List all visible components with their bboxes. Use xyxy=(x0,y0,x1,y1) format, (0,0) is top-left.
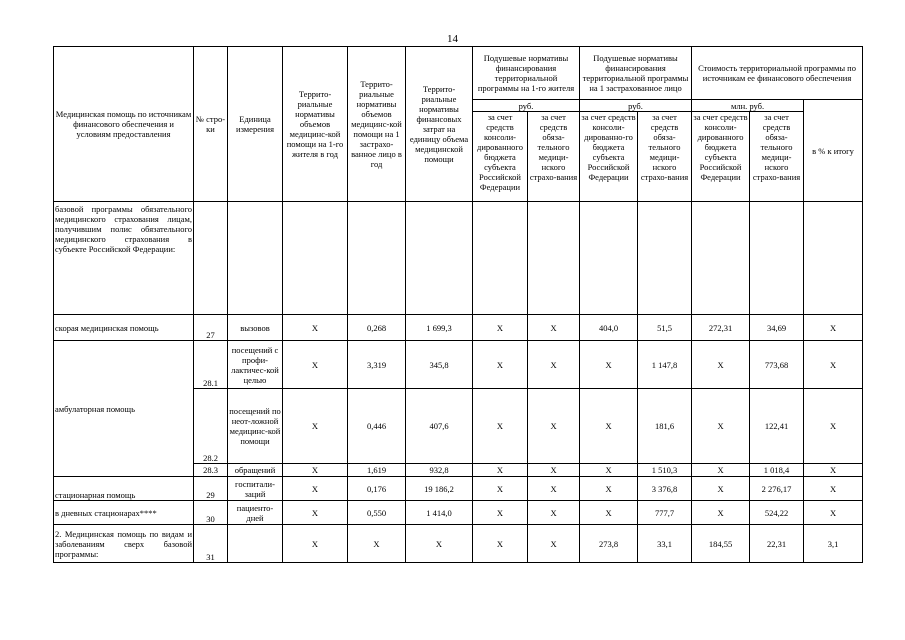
cell: 932,8 xyxy=(406,464,473,477)
cell: X xyxy=(473,464,528,477)
header-sub-budget-2: за счет средств консоли-дированно-го бюджета субъекта Российской Федерации xyxy=(580,112,638,202)
header-unit-rub-2: руб. xyxy=(580,100,692,112)
empty-cell xyxy=(228,202,283,315)
header-unit: Единица измерения xyxy=(228,47,283,202)
cell: X xyxy=(580,464,638,477)
header-service: Медицинская помощь по источникам финансового обеспечения и условиям предоставления xyxy=(54,47,194,202)
cell: X xyxy=(692,501,750,525)
section-text: базовой программы обязательного медицинского страхования лицам, получившим полис обязательного медицинского страхования в субъекте Российской Федерации: xyxy=(54,202,194,315)
header-group-per-resident: Подушевые нормативы финансирования территориальной программы на 1-го жителя xyxy=(473,47,580,100)
header-norm-per-insured: Террито-риальные нормативы объемов медицинс-кой помощи на 1 застрахо-ванное лицо в год xyxy=(348,47,406,202)
cell: 1 147,8 xyxy=(638,341,692,389)
row-number: 28.2 xyxy=(194,389,228,464)
cell: 184,55 xyxy=(692,525,750,563)
empty-cell xyxy=(194,202,228,315)
cell: X xyxy=(406,525,473,563)
cell: 181,6 xyxy=(638,389,692,464)
cell: X xyxy=(528,501,580,525)
header-row-number: № стро-ки xyxy=(194,47,228,202)
row-unit: посещений по неот-ложной медицинс-кой помощи xyxy=(228,389,283,464)
cell: X xyxy=(692,389,750,464)
table-row xyxy=(54,501,863,525)
cell: X xyxy=(580,341,638,389)
header-group-cost: Стоимость территориальной программы по источникам ее финансового обеспечения xyxy=(692,47,863,100)
cell: 3,319 xyxy=(348,341,406,389)
cell: X xyxy=(473,525,528,563)
cell: X xyxy=(804,501,863,525)
cell: X xyxy=(580,501,638,525)
table-row xyxy=(54,341,863,389)
table-row xyxy=(54,525,863,563)
cell: 345,8 xyxy=(406,341,473,389)
row-number: 27 xyxy=(194,315,228,341)
header-cost-norm: Террито-риальные нормативы финансовых затрат на единицу объема медицинской помощи xyxy=(406,47,473,202)
cell: 1 018,4 xyxy=(750,464,804,477)
cell: 1 510,3 xyxy=(638,464,692,477)
header-sub-oms-2: за счет средств обяза-тельного медици-нского страхо-вания xyxy=(638,112,692,202)
cell: 22,31 xyxy=(750,525,804,563)
empty-cell xyxy=(473,202,528,315)
row-number: 30 xyxy=(194,501,228,525)
cell: X xyxy=(804,341,863,389)
cell: X xyxy=(283,464,348,477)
empty-cell xyxy=(750,202,804,315)
page-number: 14 xyxy=(447,33,458,45)
cell: X xyxy=(528,464,580,477)
row-name: в дневных стационарах**** xyxy=(54,501,194,525)
header-sub-budget-3: за счет средств консоли-дированного бюджета субъекта Российской Федерации xyxy=(692,112,750,202)
row-name: скорая медицинская помощь xyxy=(54,315,194,341)
row-name-ambulatory: амбулаторная помощь xyxy=(54,341,194,477)
cell: 33,1 xyxy=(638,525,692,563)
row-name: стационарная помощь xyxy=(54,477,194,501)
row-unit: посещений с профи-лактичес-кой целью xyxy=(228,341,283,389)
row-number: 31 xyxy=(194,525,228,563)
cell: 1,619 xyxy=(348,464,406,477)
header-unit-mln-rub: млн. руб. xyxy=(692,100,804,112)
cell: 273,8 xyxy=(580,525,638,563)
section-row xyxy=(54,202,863,315)
cell: X xyxy=(580,389,638,464)
table-row xyxy=(54,477,863,501)
cell: X xyxy=(283,389,348,464)
cell: X xyxy=(473,315,528,341)
row-name: 2. Медицинская помощь по видам и заболеваниям сверх базовой программы: xyxy=(54,525,194,563)
cell: X xyxy=(283,501,348,525)
cell: X xyxy=(473,389,528,464)
cell: X xyxy=(804,389,863,464)
header-norm-per-resident: Террито-риальные нормативы объемов медицинс-кой помощи на 1-го жителя в год xyxy=(283,47,348,202)
empty-cell xyxy=(638,202,692,315)
cell: 3,1 xyxy=(804,525,863,563)
table-row xyxy=(54,315,863,341)
cell: 3 376,8 xyxy=(638,477,692,501)
cell: X xyxy=(692,464,750,477)
cell: 0,176 xyxy=(348,477,406,501)
header-group-per-insured: Подушевые нормативы финансирования территориальной программы на 1 застрахованное лицо xyxy=(580,47,692,100)
cell: X xyxy=(473,501,528,525)
empty-cell xyxy=(283,202,348,315)
row-unit: пациенто-дней xyxy=(228,501,283,525)
cell: 0,446 xyxy=(348,389,406,464)
row-number: 28.1 xyxy=(194,341,228,389)
row-number: 28.3 xyxy=(194,464,228,477)
cell: 404,0 xyxy=(580,315,638,341)
row-unit: вызовов xyxy=(228,315,283,341)
cell: X xyxy=(804,315,863,341)
cell: 34,69 xyxy=(750,315,804,341)
header-sub-oms-3: за счет средств обяза-тельного медици-нского страхо-вания xyxy=(750,112,804,202)
cell: 407,6 xyxy=(406,389,473,464)
empty-cell xyxy=(580,202,638,315)
header-unit-rub: руб. xyxy=(473,100,580,112)
cell: 1 414,0 xyxy=(406,501,473,525)
empty-cell xyxy=(528,202,580,315)
financing-table xyxy=(53,46,863,563)
cell: 0,268 xyxy=(348,315,406,341)
cell: 524,22 xyxy=(750,501,804,525)
cell: X xyxy=(528,525,580,563)
cell: X xyxy=(804,464,863,477)
cell: X xyxy=(528,341,580,389)
cell: X xyxy=(804,477,863,501)
cell: X xyxy=(692,477,750,501)
cell: X xyxy=(580,477,638,501)
cell: X xyxy=(528,315,580,341)
cell: 2 276,17 xyxy=(750,477,804,501)
cell: X xyxy=(528,477,580,501)
row-unit xyxy=(228,525,283,563)
cell: 777,7 xyxy=(638,501,692,525)
empty-cell xyxy=(348,202,406,315)
cell: 272,31 xyxy=(692,315,750,341)
empty-cell xyxy=(804,202,863,315)
cell: X xyxy=(283,315,348,341)
cell: X xyxy=(348,525,406,563)
header-sub-budget-1: за счет средств консоли-дированного бюджета субъекта Российской Федерации xyxy=(473,112,528,202)
cell: 51,5 xyxy=(638,315,692,341)
cell: X xyxy=(283,341,348,389)
empty-cell xyxy=(406,202,473,315)
cell: X xyxy=(473,477,528,501)
cell: 1 699,3 xyxy=(406,315,473,341)
header-sub-oms-1: за счет средств обяза-тельного медици-нского страхо-вания xyxy=(528,112,580,202)
cell: X xyxy=(692,341,750,389)
row-number: 29 xyxy=(194,477,228,501)
row-unit: обращений xyxy=(228,464,283,477)
cell: 19 186,2 xyxy=(406,477,473,501)
header-percent: в % к итогу xyxy=(804,100,863,202)
cell: X xyxy=(528,389,580,464)
cell: 122,41 xyxy=(750,389,804,464)
cell: 0,550 xyxy=(348,501,406,525)
empty-cell xyxy=(692,202,750,315)
row-unit: госпитали-заций xyxy=(228,477,283,501)
cell: 773,68 xyxy=(750,341,804,389)
cell: X xyxy=(283,477,348,501)
cell: X xyxy=(283,525,348,563)
cell: X xyxy=(473,341,528,389)
